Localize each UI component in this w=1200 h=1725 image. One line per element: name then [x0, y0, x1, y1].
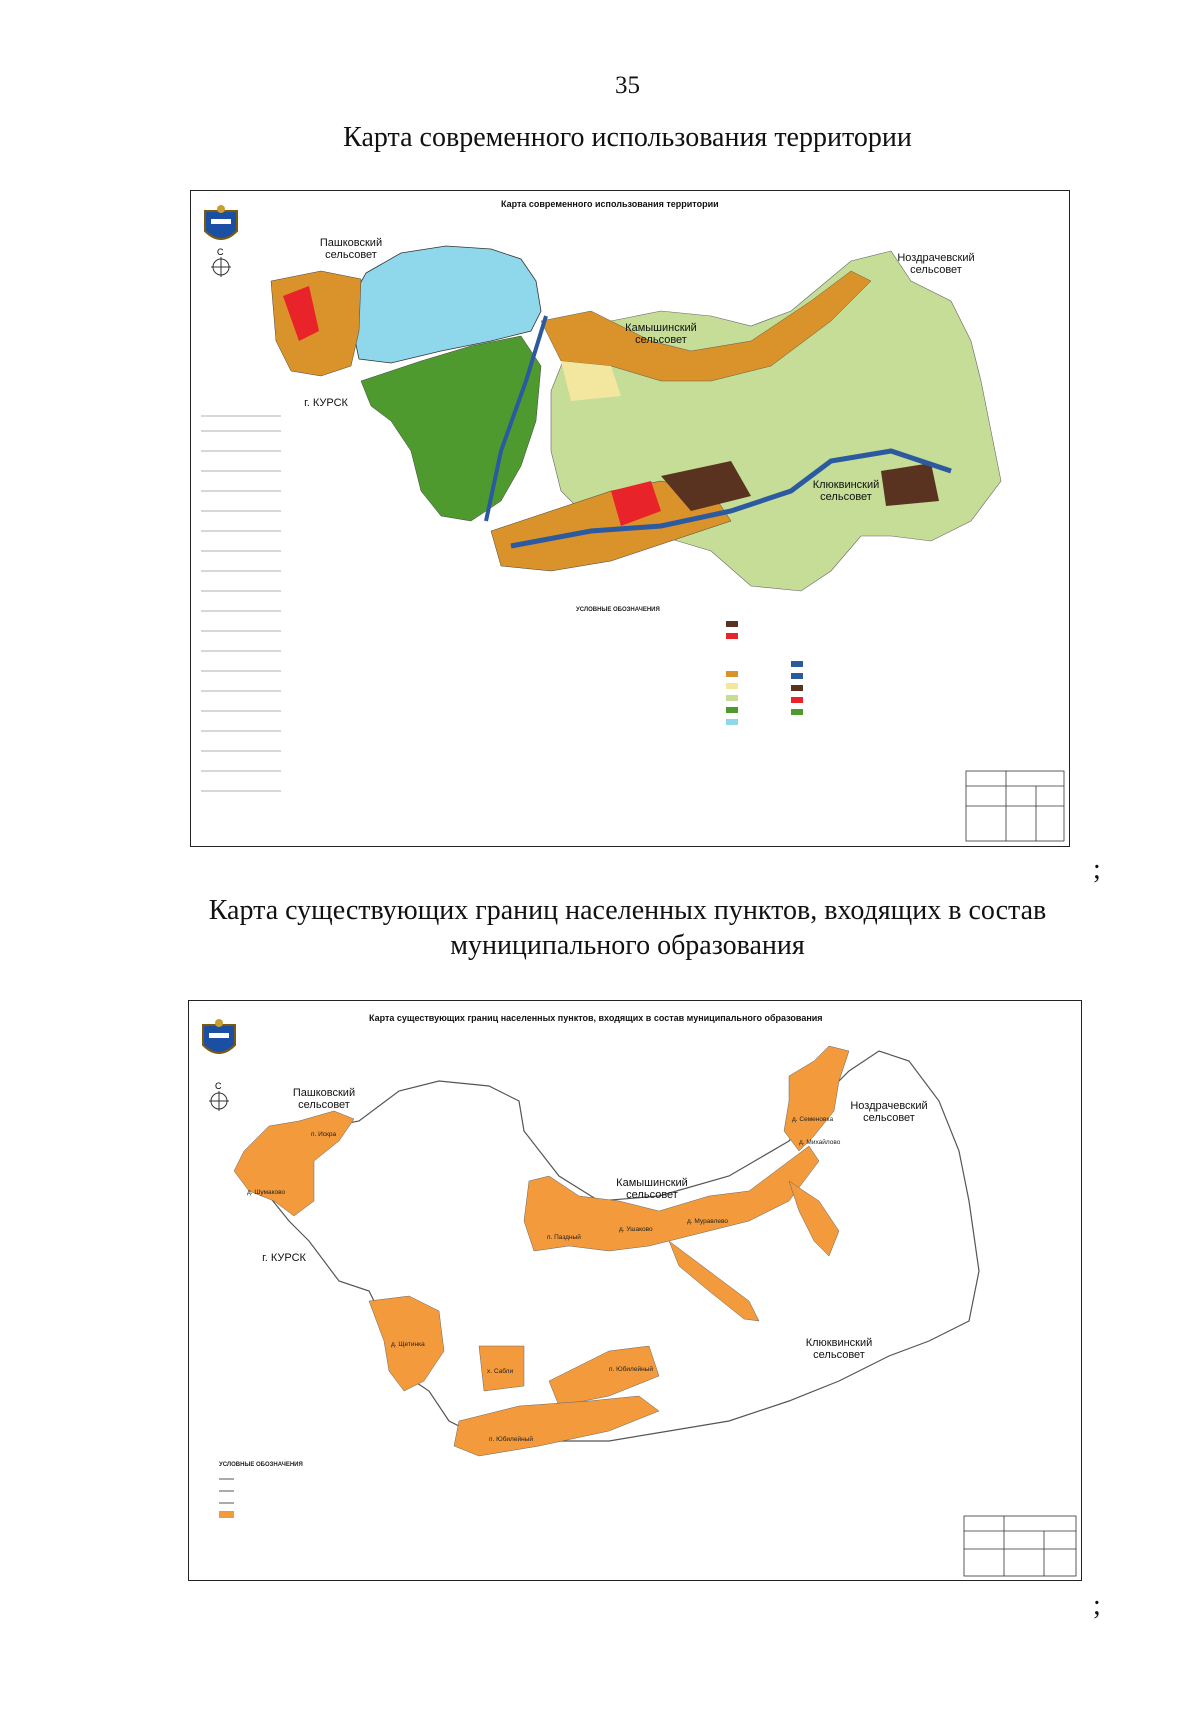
legend-swatches [726, 621, 803, 725]
label-sabli: х. Сабли [487, 1368, 514, 1375]
map2-region-kamyshinsky: Камышинский [616, 1177, 688, 1189]
separator-2: ; [1093, 1590, 1101, 1621]
page-number: 35 [615, 72, 640, 99]
map1-legend-title: УСЛОВНЫЕ ОБОЗНАЧЕНИЯ [576, 607, 660, 613]
map2-title-block [964, 1516, 1076, 1576]
region-label-kursk: г. КУРСК [304, 397, 348, 409]
compass-icon [211, 247, 231, 277]
svg-text:С: С [215, 1081, 222, 1091]
map1-heading: Карта современного использования территории [343, 122, 912, 153]
label-mikhailovo: д. Михайлово [799, 1139, 841, 1146]
region-label-klyukvinsky: Клюквинский [812, 479, 880, 491]
legend-left [201, 416, 281, 791]
map2-frame [188, 1000, 1082, 1581]
coat-of-arms-icon-2 [203, 1019, 235, 1053]
svg-text:С: С [217, 247, 224, 257]
label-pazdny: п. Паздный [547, 1234, 581, 1241]
map1-frame [190, 190, 1070, 847]
map2-region-pashkovsky-2: сельсовет [298, 1099, 350, 1111]
map2-svg [189, 1001, 1080, 1579]
region-label-pashkovsky: Пашковский [319, 237, 383, 249]
label-muravlevo: д. Муравлево [687, 1218, 729, 1225]
region-label-kamyshinsky-2: сельсовет [635, 334, 687, 346]
map2-region-pashkovsky: Пашковский [292, 1087, 356, 1099]
region-label-nozdrachevsky-2: сельсовет [910, 264, 962, 276]
map1-title-block [966, 771, 1064, 841]
label-semenovka: д. Семеновка [792, 1116, 834, 1123]
map2-heading-line2: муниципального образования [450, 930, 805, 961]
region-label-klyukvinsky-2: сельсовет [820, 491, 872, 503]
forest-land [361, 336, 541, 521]
map2-region-nozdrachevsky-2: сельсовет [863, 1112, 915, 1124]
compass-icon-2 [209, 1081, 229, 1111]
map2-legend-title: УСЛОВНЫЕ ОБОЗНАЧЕНИЯ [219, 1462, 303, 1468]
label-yubileyny-1: п. Юбилейный [609, 1366, 653, 1373]
map1-svg [191, 191, 1068, 845]
label-iskra: п. Искра [311, 1131, 337, 1138]
separator-1: ; [1093, 854, 1101, 885]
region-label-nozdrachevsky: Ноздрачевский [897, 252, 975, 264]
label-shchetinka: д. Щетинка [391, 1341, 425, 1348]
map2-heading-line1: Карта существующих границ населенных пунктов, входящих в состав [208, 895, 1047, 926]
map2-title: Карта существующих границ населенных пунктов, входящих в состав муниципального образования [369, 1013, 823, 1023]
map2-legend [219, 1479, 234, 1518]
map2-region-nozdrachevsky: Ноздрачевский [850, 1100, 928, 1112]
label-ushakovo: д. Ушаково [619, 1226, 653, 1233]
label-yubileyny-2: п. Юбилейный [489, 1436, 533, 1443]
region-label-kamyshinsky: Камышинский [625, 322, 697, 334]
map2-region-kursk: г. КУРСК [262, 1252, 306, 1264]
label-shumakovo: д. Шумаково [247, 1189, 286, 1196]
map2-region-klyukvinsky: Клюквинский [805, 1337, 873, 1349]
region-label-pashkovsky-2: сельсовет [325, 249, 377, 261]
map2-region-klyukvinsky-2: сельсовет [813, 1349, 865, 1361]
coat-of-arms-icon [205, 205, 237, 239]
map1-title: Карта современного использования территории [501, 199, 719, 209]
map2-region-kamyshinsky-2: сельсовет [626, 1189, 678, 1201]
